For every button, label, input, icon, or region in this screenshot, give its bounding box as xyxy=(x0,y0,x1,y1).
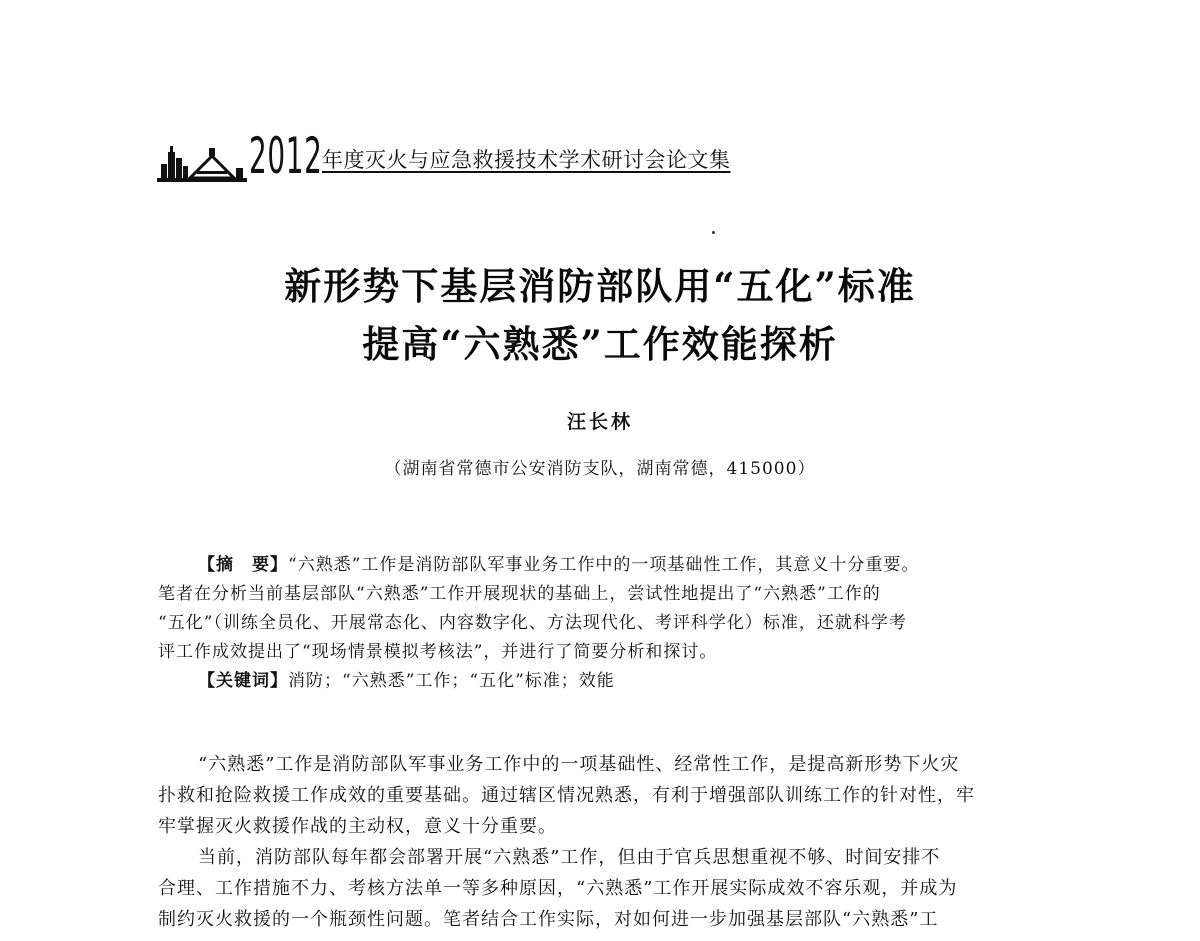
body-line: 制约灭火救援的一个瓶颈性问题。笔者结合工作实际，对如何进一步加强基层部队“六熟悉”工 xyxy=(158,909,939,930)
header-series-title: 年度灭火与应急救援技术学术研讨会论文集 xyxy=(322,148,731,172)
running-header xyxy=(157,128,757,188)
abstract-line: “五化”（训练全员化、开展常态化、内容数字化、方法现代化、考评科学化）标准，还就科学考 xyxy=(158,613,907,633)
body-text xyxy=(158,749,1050,935)
abstract-line: 笔者在分析当前基层部队“六熟悉”工作开展现状的基础上，尝试性地提出了“六熟悉”工作的 xyxy=(158,584,881,604)
abstract-label: 【摘 要】 xyxy=(198,555,288,575)
abstract-line xyxy=(158,551,1050,580)
body-line: “六熟悉”工作是消防部队军事业务工作中的一项基础性、经常性工作，是提高新形势下火灾 xyxy=(198,754,960,775)
body-line: 扑救和抢险救援工作成效的重要基础。通过辖区情况熟悉，有利于增强部队训练工作的针对性，牢 xyxy=(158,785,975,806)
body-line: 牢掌握灭火救援作战的主动权，意义十分重要。 xyxy=(158,816,557,837)
body-line: 当前，消防部队每年都会部署开展“六熟悉”工作，但由于官兵思想重视不够、时间安排不 xyxy=(198,847,941,868)
paper-author: 汪长林 xyxy=(566,411,633,433)
body-line: 合理、工作措施不力、考核方法单一等多种原因，“六熟悉”工作开展实际成效不容乐观，并成为 xyxy=(158,878,958,899)
header-year: 2012 xyxy=(249,127,323,185)
abstract-block xyxy=(158,551,1050,696)
paper-affiliation: （湖南省常德市公安消防支队，湖南常德，415000） xyxy=(384,459,816,479)
keywords-label: 【关键词】 xyxy=(198,671,288,691)
buildings-logo-icon xyxy=(157,138,247,182)
paper-title-line-1: 新形势下基层消防部队用“五化”标准 xyxy=(284,264,916,308)
abstract-line: 评工作成效提出了“现场情景模拟考核法”，并进行了简要分析和探讨。 xyxy=(158,642,718,662)
keywords-line xyxy=(158,667,1050,696)
paper-title-line-2: 提高“六熟悉”工作效能探析 xyxy=(362,322,838,366)
scan-speck xyxy=(712,231,715,234)
abstract-text: “六熟悉”工作是消防部队军事业务工作中的一项基础性工作，其意义十分重要。 xyxy=(288,555,920,575)
keywords-text: 消防；“六熟悉”工作；“五化”标准；效能 xyxy=(288,671,615,691)
